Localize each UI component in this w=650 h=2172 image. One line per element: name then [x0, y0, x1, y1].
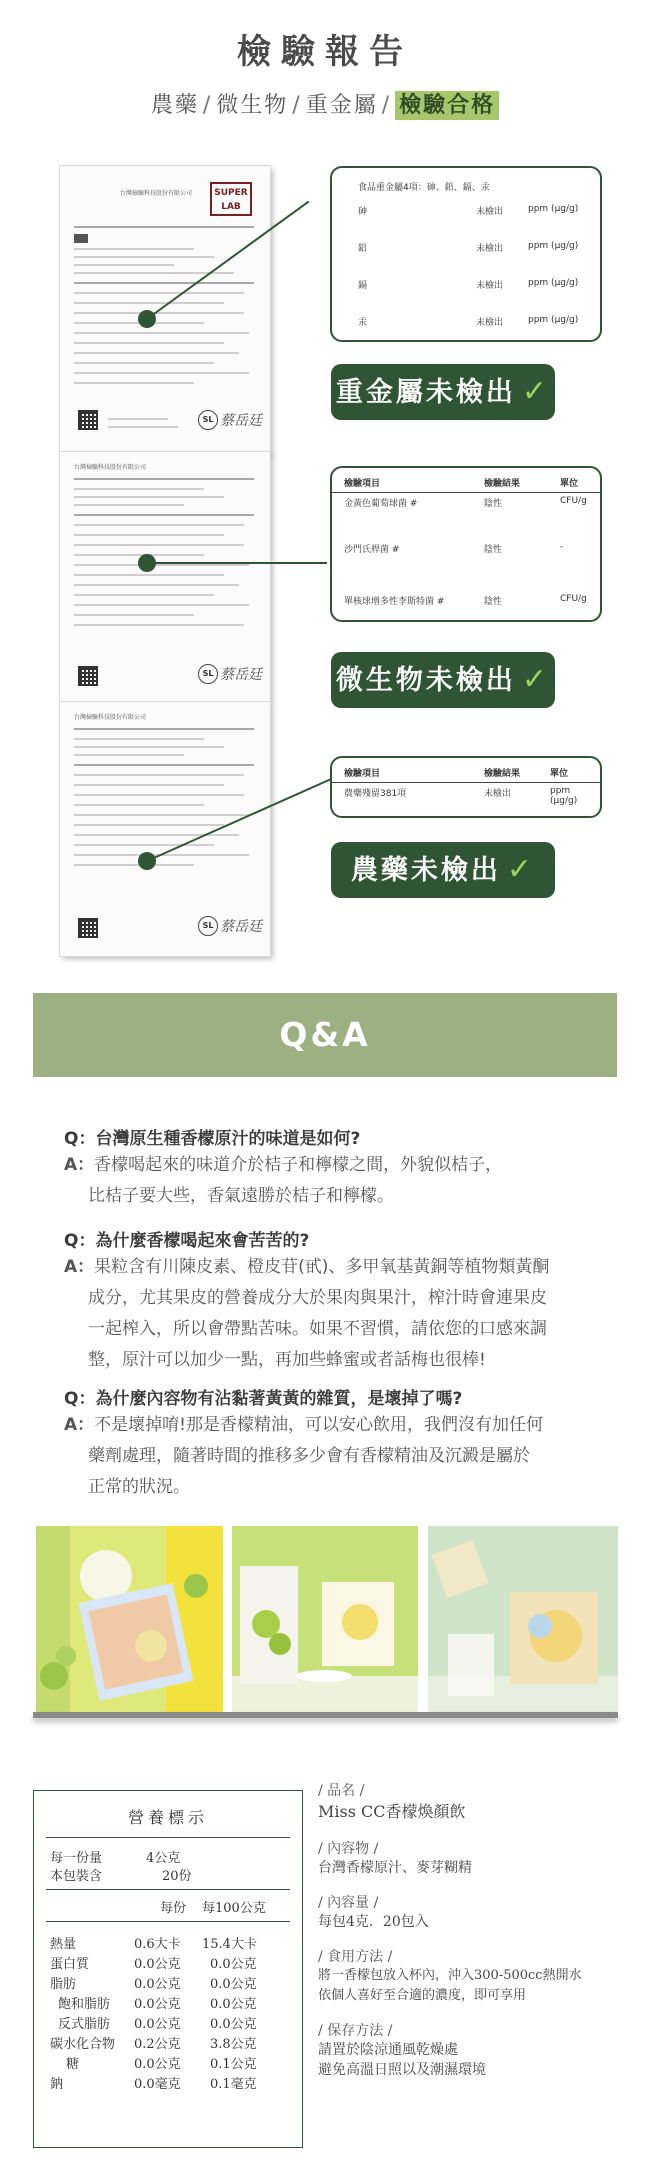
storage-line-2: 避免高溫日照以及潮濕環境: [318, 2062, 486, 2078]
heavy-metal-result-box: [330, 166, 602, 342]
lab-seal-icon: SL: [198, 916, 218, 936]
heavy-metal-title: 食品重金屬4項：砷、鉛、鎘、汞: [358, 183, 490, 193]
photo-shadow-strip: [33, 1712, 618, 1718]
page-subtitle: [0, 88, 650, 119]
product-info: [318, 1780, 638, 2080]
pesticide-result-box: [330, 756, 602, 818]
lab-logo: SUPER LAB: [210, 182, 252, 216]
signature: 蔡岳廷: [220, 413, 262, 429]
subtitle-pesticide: 農藥: [150, 93, 199, 118]
col-per-serving: 每份: [160, 1901, 187, 1916]
product-photo-3: [428, 1526, 618, 1714]
col-per-100g: 每100公克: [202, 1901, 266, 1916]
microbe-result-box: [330, 466, 602, 622]
table-row: 鎘 未檢出 ppm (μg/g): [358, 278, 579, 291]
question-3: Q：為什麼內容物有沾黏著黃黃的雜質，是壞掉了嗎?: [64, 1389, 463, 1409]
report-document-3: [60, 702, 270, 956]
subtitle-separator: /: [292, 93, 302, 118]
product-photo-1: [36, 1526, 223, 1714]
nutrition-title: 營養標示: [127, 1808, 208, 1827]
col-header-item: 檢驗項目: [344, 479, 381, 489]
heavy-metal-badge: 重金屬未檢出 ✓: [331, 364, 555, 420]
col-header-item: 檢驗項目: [344, 769, 381, 779]
table-row: 沙門氏桿菌 # 陰性 -: [344, 542, 564, 555]
table-row: 鉛 未檢出 ppm (μg/g): [358, 241, 579, 254]
microbe-badge: 微生物未檢出 ✓: [331, 652, 555, 708]
quantity-label: / 內容量 /: [318, 1895, 379, 1911]
table-row: 農藥殘留381項 未檢出 ppm (μg/g): [344, 786, 578, 806]
storage-line-1: 請置於陰涼通風乾燥處: [318, 2042, 458, 2058]
subtitle-microbe: 微生物: [216, 93, 289, 118]
col-header-unit: 單位: [560, 479, 579, 489]
subtitle-highlight: 檢驗合格: [395, 91, 499, 120]
report-document-1: [60, 166, 270, 454]
table-row: 砷 未檢出 ppm (μg/g): [358, 204, 579, 217]
nutrition-table: 營養標示 每一份量 4公克 本包裝含 20份 每份 每100公克 熱量 0.6大卡 15.4大卡 蛋白質 0.0公克 0.0公克 脂肪 0.0公克 0.0公克 飽和脂肪 0.0公克 0.0公克 反式脂肪 0.0公克 0.0公克 碳水化合物 0.2公克 3.8公克 糖 0.0公克 0.1公克 鈉 0.0毫克 0.1毫克: [33, 1790, 303, 2148]
product-quantity: 每包4克．20包入: [318, 1914, 429, 1930]
report-document-2: [60, 452, 270, 702]
lab-seal-icon: SL: [198, 410, 218, 430]
pesticide-badge: 農藥未檢出 ✓: [331, 842, 555, 898]
col-header-result: 檢驗結果: [484, 769, 521, 779]
page-title: 檢驗報告: [237, 32, 413, 72]
signature: 蔡岳廷: [220, 667, 262, 683]
subtitle-separator: /: [202, 93, 213, 118]
content-label: / 內容物 /: [318, 1841, 379, 1857]
check-icon: ✓: [521, 662, 551, 697]
qa-header: Q&A: [33, 993, 617, 1077]
table-row: 汞 未檢出 ppm (μg/g): [358, 315, 579, 328]
lab-seal-icon: SL: [198, 664, 218, 684]
storage-label: / 保存方法 /: [318, 2023, 393, 2039]
usage-line-1: 將一香檬包放入杯內，沖入300-500cc熱開水: [318, 1968, 582, 1983]
signature: 蔡岳廷: [220, 919, 262, 935]
col-header-result: 檢驗結果: [484, 479, 521, 489]
answer-1: A：香檬喝起來的味道介於桔子和檸檬之間，外貌似桔子， 比桔子要大些，香氣遠勝於桔子和檸檬。: [64, 1155, 503, 1206]
name-label: / 品名 /: [318, 1783, 365, 1799]
answer-3: A：不是壞掉唷!那是香檬精油，可以安心飲用，我們沒有加任何 藥劑處理，隨著時間的推移多少會有香檬精油及沉澱是屬於 正常的狀況。: [64, 1415, 543, 1497]
table-row: 單核球增多性李斯特菌 # 陰性 CFU/g: [344, 594, 587, 607]
lab-company: 台灣檢驗科技股份有限公司: [74, 464, 147, 471]
callout-line: [147, 562, 327, 564]
question-2: Q：為什麼香檬喝起來會苦苦的?: [64, 1231, 310, 1251]
product-content: 台灣香檬原汁、麥芽糊精: [318, 1860, 472, 1876]
lab-company: 台灣檢驗科技股份有限公司: [120, 190, 193, 197]
check-icon: ✓: [506, 852, 536, 887]
product-name: Miss CC香檬煥顏飲: [318, 1802, 466, 1821]
question-1: Q：台灣原生種香檬原汁的味道是如何?: [64, 1129, 361, 1149]
lab-company: 台灣檢驗科技股份有限公司: [74, 714, 147, 721]
table-row: 金黃色葡萄球菌 # 陰性 CFU/g: [344, 496, 587, 509]
answer-2: A：果粒含有川陳皮素、橙皮苷(甙)、多甲氧基黃銅等植物類黃酮 成分，尤其果皮的營養成分大於果肉與果汁，榨汁時會連果皮 一起榨入，所以會帶點苦味。如果不習慣，請依您的口感來調 整，原汁可以加少一點，再加些蜂蜜或者話梅也很棒!: [64, 1257, 550, 1370]
usage-line-2: 依個人喜好至合適的濃度，即可享用: [318, 1988, 527, 2003]
product-photo-2: [232, 1526, 418, 1714]
check-icon: ✓: [521, 374, 551, 409]
subtitle-separator: /: [381, 93, 392, 118]
col-header-unit: 單位: [550, 769, 569, 779]
usage-label: / 食用方法 /: [318, 1949, 393, 1965]
subtitle-heavy-metal: 重金屬: [305, 93, 378, 118]
